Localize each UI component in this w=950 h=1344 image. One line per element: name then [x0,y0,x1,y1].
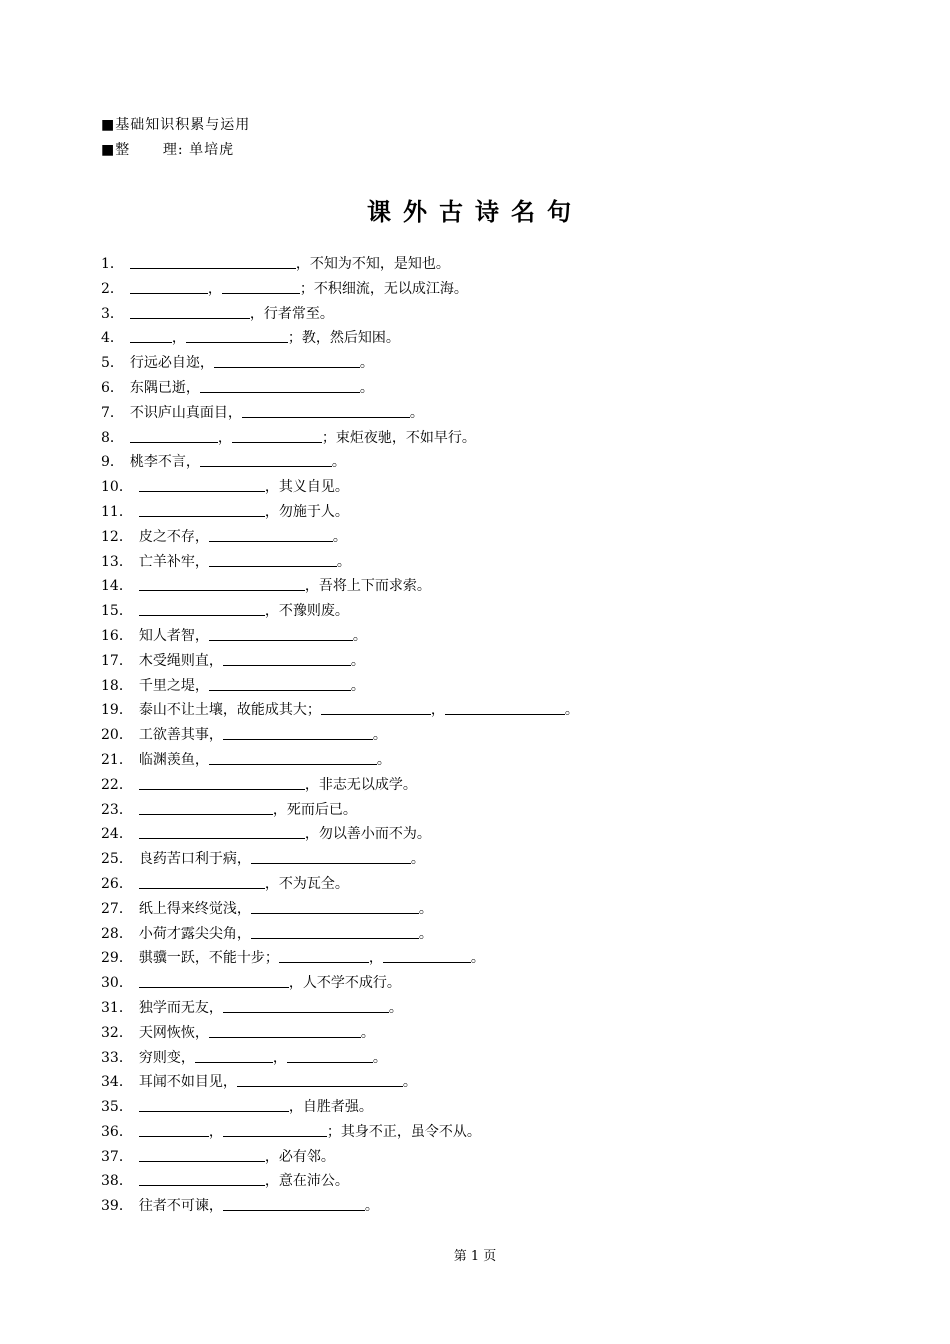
question-text: 。 [336,553,351,570]
question-text: ， [368,950,383,967]
question-text: ，行者常至。 [249,305,334,322]
question-number: 26． [101,875,133,892]
answer-blank[interactable] [139,502,265,517]
question-text: ， [207,280,222,297]
question-number: 16． [101,627,133,644]
question-number: 7． [101,404,124,421]
question-item [101,649,579,674]
question-number: 11． [101,503,133,520]
question-item [101,1021,579,1046]
answer-blank[interactable] [139,1147,265,1162]
question-item [101,550,579,575]
question-text: ，意在沛公。 [264,1173,349,1190]
answer-blank[interactable] [251,849,411,864]
question-item [101,1169,579,1194]
answer-blank[interactable] [279,948,369,963]
question-text: 行远必自迩， [129,355,214,372]
answer-blank[interactable] [139,973,289,988]
page-title: 课外古诗名句 [367,198,583,226]
answer-blank[interactable] [223,725,373,740]
question-number: 12． [101,528,133,545]
question-text: 知人者智， [138,627,209,644]
question-number: 31． [101,999,133,1016]
question-number: 35． [101,1099,133,1116]
answer-blank[interactable] [321,700,431,715]
question-item [101,872,579,897]
question-text: 。 [331,454,346,471]
answer-blank[interactable] [232,428,322,443]
answer-blank[interactable] [209,527,333,542]
header-editor: ■整 理: 单培虎 [101,142,235,158]
question-item [101,574,579,599]
question-text: ；其身不正，虽令不从。 [326,1123,481,1140]
answer-blank[interactable] [139,477,265,492]
question-text: 。 [564,702,579,719]
question-text: 。 [359,379,374,396]
question-number: 18． [101,677,133,694]
question-text: 皮之不存， [138,528,209,545]
question-text: 千里之堤， [138,677,209,694]
question-number: 20． [101,727,133,744]
question-number: 14． [101,578,133,595]
answer-blank[interactable] [287,1048,373,1063]
question-number: 10． [101,479,133,496]
question-number: 28． [101,925,133,942]
question-item [101,624,579,649]
question-text: 桃李不言， [129,454,200,471]
question-number: 21． [101,751,133,768]
question-text: 。 [418,900,433,917]
question-text: 不识庐山真面目， [129,404,242,421]
question-text: 小荷才露尖尖角， [138,925,251,942]
question-number: 22． [101,776,133,793]
question-text: ，不知为不知，是知也。 [295,256,450,272]
question-text: 临渊羡鱼， [138,751,209,768]
question-item [101,698,579,723]
question-item [101,847,579,872]
question-number: 24． [101,826,133,843]
question-item [101,897,579,922]
question-number: 2． [101,280,124,297]
question-text: ，死而后已。 [272,801,357,818]
question-item [101,1070,579,1095]
answer-blank[interactable] [139,800,273,815]
question-number: 1． [101,256,124,272]
answer-blank[interactable] [209,552,337,567]
question-text: 穷则变， [138,1049,195,1066]
answer-blank[interactable] [186,328,288,343]
question-text: ，勿施于人。 [264,503,349,520]
question-item [101,1145,579,1170]
question-item [101,723,579,748]
question-item [101,475,579,500]
question-item [101,500,579,525]
answer-blank[interactable] [383,948,471,963]
question-text: 独学而无友， [138,999,223,1016]
question-number: 8． [101,429,124,446]
question-item [101,798,579,823]
question-number: 23． [101,801,133,818]
answer-blank[interactable] [209,1023,361,1038]
question-text: ， [171,330,186,347]
question-item [101,426,579,451]
question-text: 。 [410,851,425,868]
question-item [101,1194,579,1219]
question-item [101,1120,579,1145]
answer-blank[interactable] [139,775,305,790]
answer-blank[interactable] [251,899,419,914]
question-text: 。 [359,355,374,372]
answer-blank[interactable] [223,1122,327,1137]
question-text: 良药苦口利于病， [138,851,251,868]
question-item [101,599,579,624]
question-number: 17． [101,652,133,669]
answer-blank[interactable] [237,1072,403,1087]
question-item [101,773,579,798]
question-text: 。 [402,1074,417,1091]
answer-blank[interactable] [139,824,305,839]
question-text: 纸上得来终觉浅， [138,900,251,917]
question-text: 。 [360,1024,375,1041]
answer-blank[interactable] [139,1097,289,1112]
question-item [101,996,579,1021]
question-item [101,252,579,277]
question-number: 27． [101,900,133,917]
question-text: ；束炬夜驰，不如早行。 [321,429,476,446]
question-text: 。 [470,950,485,967]
answer-blank[interactable] [209,750,377,765]
question-item [101,351,579,376]
question-item [101,401,579,426]
question-text: 。 [418,925,433,942]
question-number: 38． [101,1173,133,1190]
question-number: 3． [101,305,124,322]
answer-blank[interactable] [223,651,351,666]
answer-blank[interactable] [223,1196,365,1211]
question-text: ，非志无以成学。 [304,776,417,793]
question-item [101,674,579,699]
question-text: 木受绳则直， [138,652,223,669]
question-number: 37． [101,1148,133,1165]
question-item [101,302,579,327]
question-text: 。 [364,1198,379,1215]
answer-blank[interactable] [130,254,296,269]
question-text: 。 [372,727,387,744]
question-text: 往者不可谏， [138,1198,223,1215]
question-text: 耳闻不如目见， [138,1074,237,1091]
question-text: 。 [332,528,347,545]
question-item [101,822,579,847]
question-text: ，不豫则废。 [264,603,349,620]
question-item [101,376,579,401]
question-list [101,252,579,1219]
question-text: ，不为瓦全。 [264,875,349,892]
question-text: 。 [350,652,365,669]
answer-blank[interactable] [130,328,172,343]
answer-blank[interactable] [139,1171,265,1186]
question-text: ，必有邻。 [264,1148,335,1165]
question-text: 天网恢恢， [138,1024,209,1041]
question-number: 34． [101,1074,133,1091]
answer-blank[interactable] [139,576,305,591]
question-item [101,1046,579,1071]
question-text: 东隅已逝， [129,379,200,396]
answer-blank[interactable] [242,403,410,418]
question-item [101,1095,579,1120]
question-text: 亡羊补牢， [138,553,209,570]
answer-blank[interactable] [130,279,208,294]
question-text: 骐骥一跃，不能十步； [138,950,279,967]
answer-blank[interactable] [139,601,265,616]
answer-blank[interactable] [130,304,250,319]
page-number: 第 1 页 [453,1249,497,1264]
question-text: 。 [409,404,424,421]
question-item [101,277,579,302]
answer-blank[interactable] [200,378,360,393]
answer-blank[interactable] [209,676,351,691]
question-number: 15． [101,603,133,620]
answer-blank[interactable] [130,428,218,443]
question-text: ，吾将上下而求索。 [304,578,431,595]
question-text: ， [430,702,445,719]
question-text: 。 [388,999,403,1016]
question-number: 4． [101,330,124,347]
question-text: 。 [372,1049,387,1066]
question-number: 19． [101,702,133,719]
question-item [101,450,579,475]
question-number: 30． [101,975,133,992]
question-number: 5． [101,355,124,372]
question-item [101,946,579,971]
question-item [101,525,579,550]
question-item [101,971,579,996]
question-text: ，其义自见。 [264,479,349,496]
question-number: 25． [101,851,133,868]
question-text: 泰山不让土壤，故能成其大； [138,702,321,719]
answer-blank[interactable] [223,998,389,1013]
question-text: ， [272,1049,287,1066]
answer-blank[interactable] [139,1122,209,1137]
question-text: ，人不学不成行。 [288,975,401,992]
answer-blank[interactable] [195,1048,273,1063]
question-number: 9． [101,454,124,471]
question-number: 29． [101,950,133,967]
question-text: ， [208,1123,223,1140]
answer-blank[interactable] [200,452,332,467]
question-number: 36． [101,1123,133,1140]
question-number: 33． [101,1049,133,1066]
answer-blank[interactable] [445,700,565,715]
question-number: 32． [101,1024,133,1041]
question-text: 工欲善其事， [138,727,223,744]
header-category: ■基础知识积累与运用 [101,117,251,133]
question-text: ，勿以善小而不为。 [304,826,431,843]
question-number: 6． [101,379,124,396]
question-text: ，自胜者强。 [288,1099,373,1116]
answer-blank[interactable] [251,924,419,939]
question-number: 39． [101,1198,133,1215]
question-number: 13． [101,553,133,570]
question-text: 。 [352,627,367,644]
question-item [101,748,579,773]
question-text: ， [217,429,232,446]
answer-blank[interactable] [222,279,300,294]
question-text: ；教，然后知困。 [287,330,400,347]
question-text: 。 [350,677,365,694]
question-text: ；不积细流，无以成江海。 [299,280,468,297]
question-text: 。 [376,751,391,768]
answer-blank[interactable] [139,874,265,889]
answer-blank[interactable] [214,353,360,368]
question-item [101,922,579,947]
answer-blank[interactable] [209,626,353,641]
question-item [101,326,579,351]
